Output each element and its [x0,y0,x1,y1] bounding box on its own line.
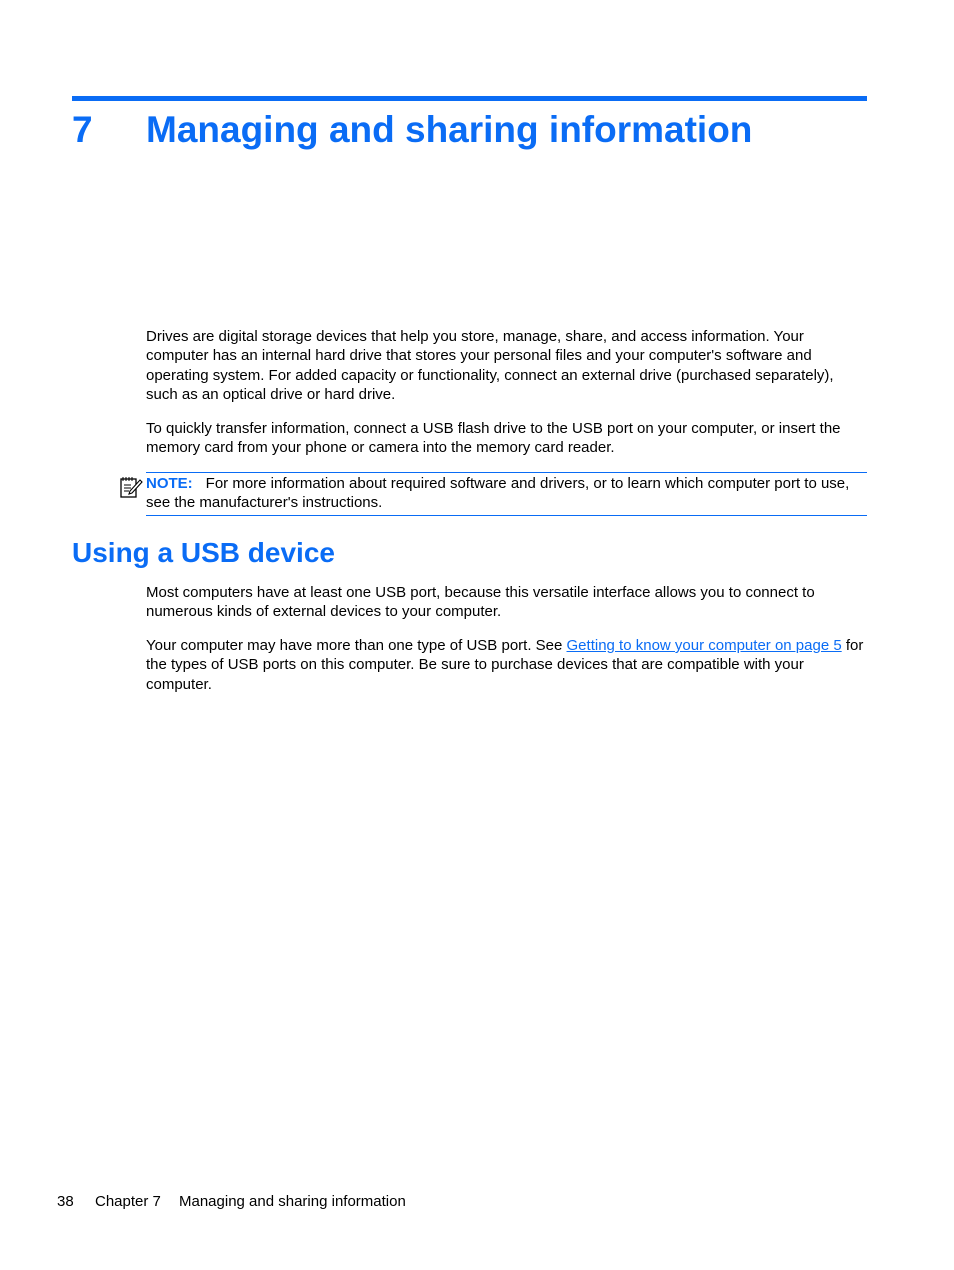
footer-chapter-title: Managing and sharing information [179,1193,406,1210]
section-title: Using a USB device [72,537,335,568]
usb-paragraph-2-tail: for the types of USB ports on this computer. Be sure to purchase devices that are compatible with your computer. [146,637,864,693]
note-box [146,472,867,516]
usb-paragraph-1: Most computers have at least one USB port, because this versatile interface allows you to connect to numerous kinds of external devices to your computer. [146,584,815,621]
usb-paragraph-2-lead: Your computer may have more than one type of USB port. See [146,637,567,654]
note-icon [118,474,144,500]
note-label: NOTE: [146,475,193,492]
intro-paragraph-1: Drives are digital storage devices that help you store, manage, share, and access information. Your computer has an internal hard drive that stores your personal files and your computer's software and operating system. For added capacity or functionality, connect an external drive (purchased separately), such as an optical drive or hard drive. [146,328,834,403]
getting-to-know-link[interactable]: Getting to know your computer on page 5 [566,637,842,654]
note-text: For more information about required software and drivers, or to learn which computer port to use, see the manufacturer's instructions. [146,475,850,512]
chapter-rule [72,96,867,101]
usb-paragraph-2 [146,636,868,694]
page-number: 38 [57,1193,74,1210]
chapter-title: Managing and sharing information [146,109,753,150]
intro-paragraph-2: To quickly transfer information, connect a USB flash drive to the USB port on your computer, or insert the memory card from your phone or camera into the memory card reader. [146,420,841,457]
footer-chapter-label: Chapter 7 [95,1193,161,1210]
page-footer [57,1192,406,1211]
chapter-number: 7 [72,109,93,150]
